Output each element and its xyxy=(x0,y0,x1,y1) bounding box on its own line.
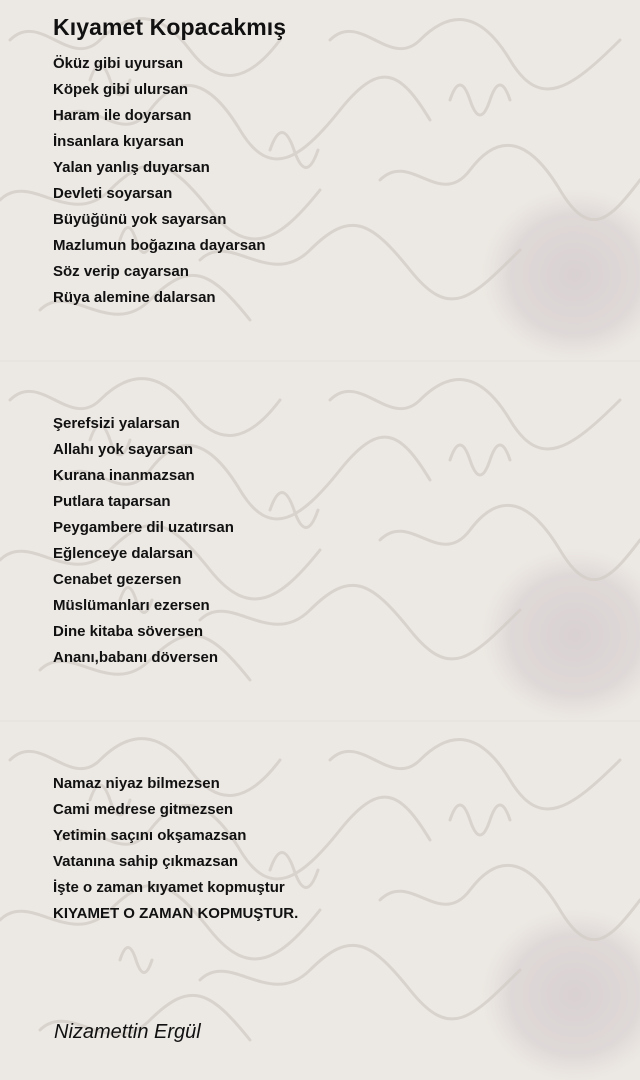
poem-line: Büyüğünü yok sayarsan xyxy=(53,211,227,228)
poem-line: Dine kitaba söversen xyxy=(53,623,204,640)
ink-blot-decoration xyxy=(480,187,640,1080)
poem-stanza-1 xyxy=(53,51,266,311)
poem-line: Yalan yanlış duyarsan xyxy=(53,159,210,176)
poem-author: Nizamettin Ergül xyxy=(54,1021,201,1043)
poem-line: Kurana inanmazsan xyxy=(53,467,195,484)
poem-line: Putlara taparsan xyxy=(53,493,171,510)
poem-stanza-2 xyxy=(53,411,234,671)
poem-line: Yetimin saçını okşamazsan xyxy=(53,827,247,844)
poem-line: Rüya alemine dalarsan xyxy=(53,289,216,306)
poem-stanza-3 xyxy=(53,771,298,927)
poem-line: Cami medrese gitmezsen xyxy=(53,801,234,818)
poem-line: Peygambere dil uzatırsan xyxy=(53,519,234,536)
poem-line: İnsanlara kıyarsan xyxy=(53,133,184,150)
poem-line: KIYAMET O ZAMAN KOPMUŞTUR. xyxy=(53,905,299,922)
poem-line: Ananı,babanı döversen xyxy=(53,649,219,666)
poem-line: Namaz niyaz bilmezsen xyxy=(53,775,220,792)
poem-line: Cenabet gezersen xyxy=(53,571,182,588)
poem-line: Öküz gibi uyursan xyxy=(53,55,184,72)
poem-line: Söz verip cayarsan xyxy=(53,263,189,280)
poem-line: Devleti soyarsan xyxy=(53,185,173,202)
poem-line: Eğlenceye dalarsan xyxy=(53,545,194,562)
poem-line: Haram ile doyarsan xyxy=(53,107,192,124)
poem-line: Köpek gibi ulursan xyxy=(53,81,189,98)
poem-line: Mazlumun boğazına dayarsan xyxy=(53,237,266,254)
poem-line: Şerefsizi yalarsan xyxy=(53,415,180,432)
poem-line: Müslümanları ezersen xyxy=(53,597,210,614)
poem-title: Kıyamet Kopacakmış xyxy=(53,14,287,40)
poem-line: Allahı yok sayarsan xyxy=(53,441,194,458)
poem-line: Vatanına sahip çıkmazsan xyxy=(53,853,239,870)
poem-line: İşte o zaman kıyamet kopmuştur xyxy=(53,879,285,896)
